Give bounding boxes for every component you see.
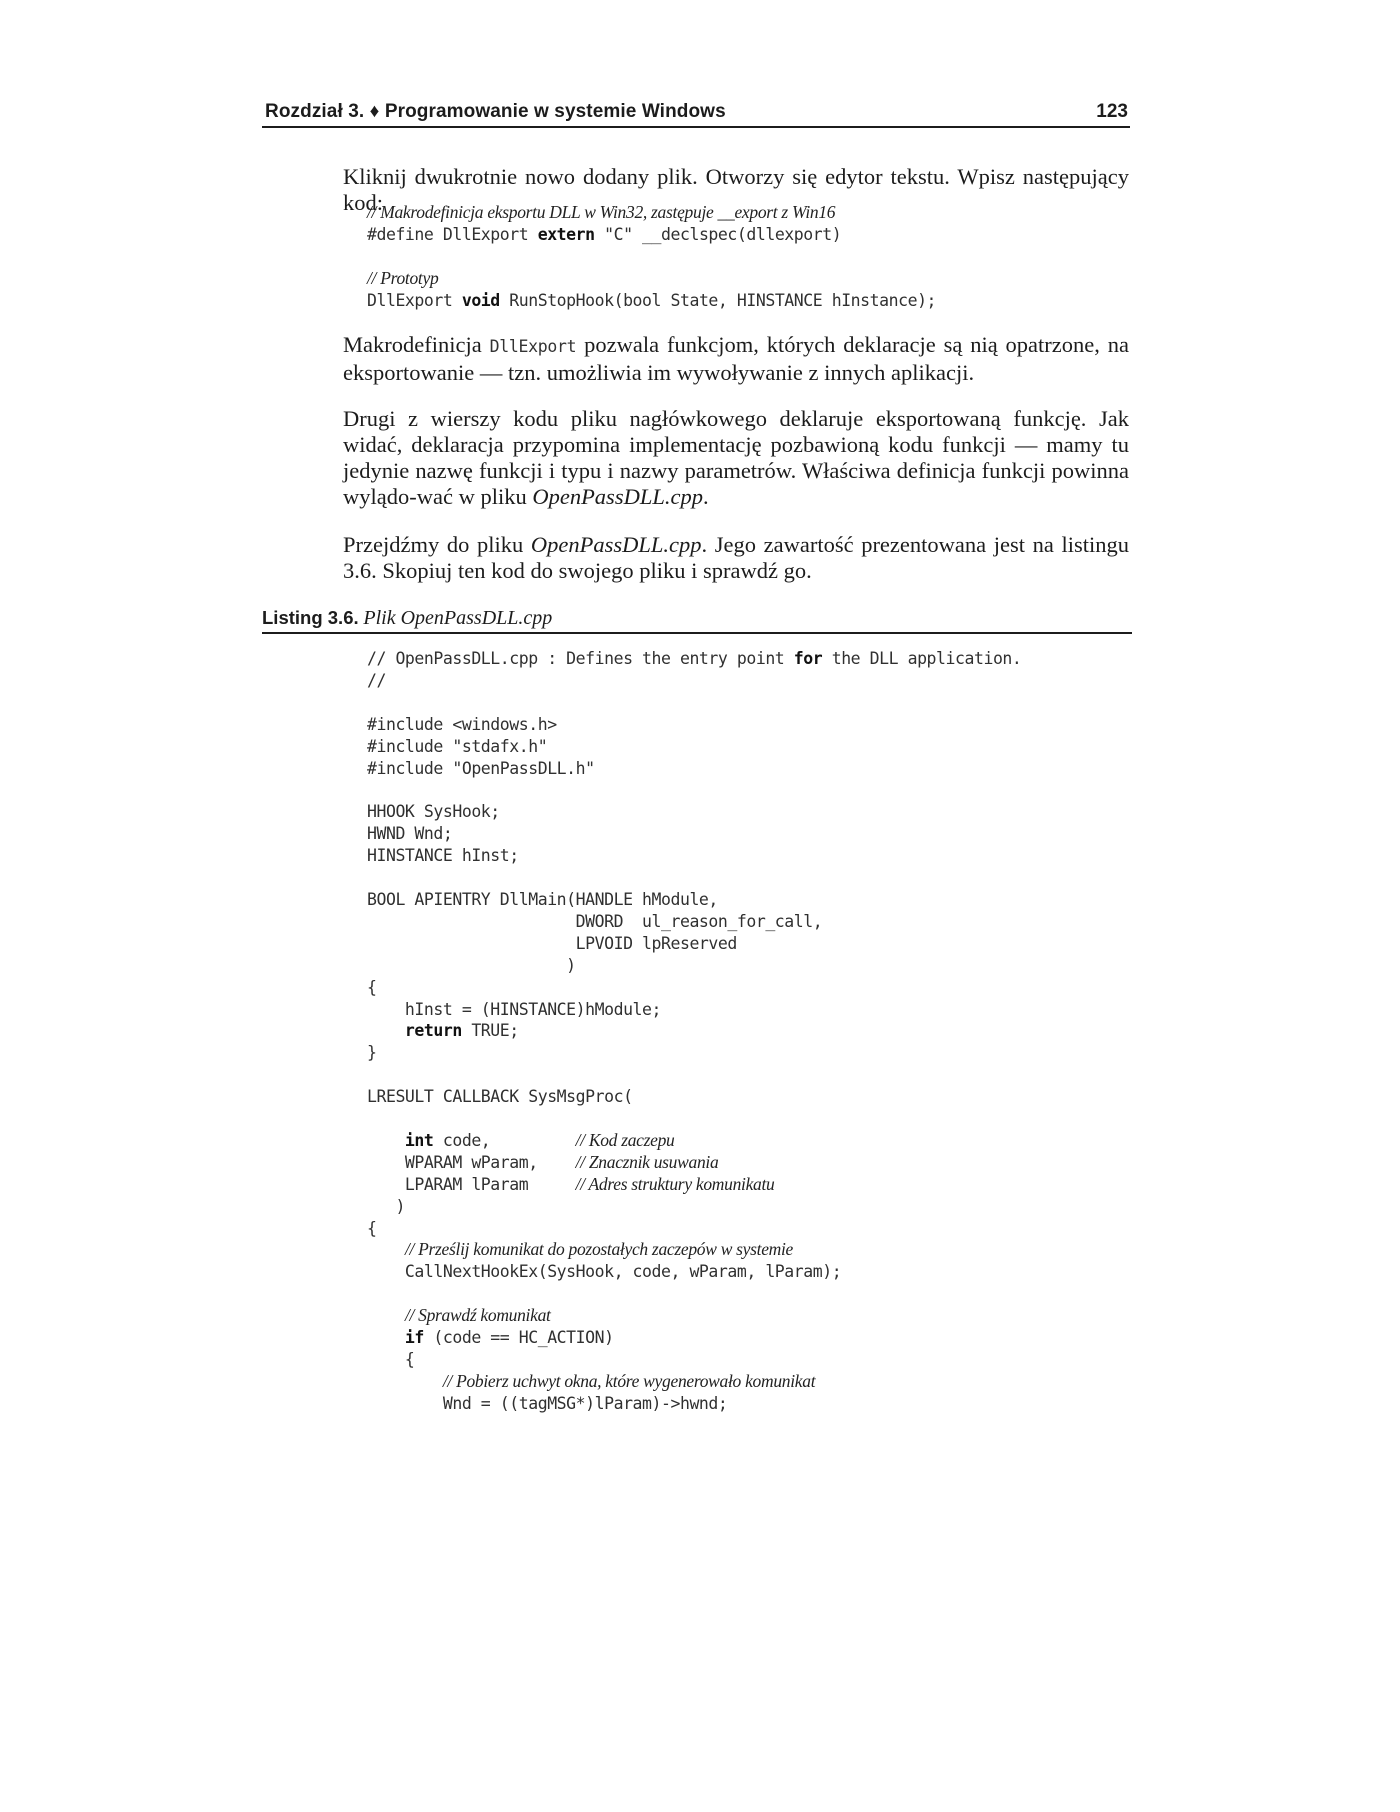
code-comment: // Makrodefinicja eksportu DLL w Win32, zastępuje __export z Win16 — [367, 202, 836, 222]
code-keyword: void — [461, 290, 500, 310]
code-line: HWND Wnd; — [367, 824, 453, 844]
paragraph-next-file — [343, 532, 1129, 584]
code-keyword: int — [367, 1130, 434, 1150]
code-line: code, — [433, 1130, 576, 1150]
code-line: LPARAM lParam — [367, 1174, 576, 1194]
code-line: { — [367, 1350, 415, 1369]
code-line: { — [367, 1218, 377, 1238]
running-header — [262, 98, 1130, 128]
code-line: "C" __declspec(dllexport) — [594, 224, 842, 244]
code-comment: // Kod zaczepu — [575, 1129, 675, 1150]
code-comment: // Pobierz uchwyt okna, które wygenerowało komunikat — [442, 1370, 816, 1391]
inline-code: DllExport — [489, 337, 577, 356]
code-comment: // Sprawdź komunikat — [404, 1305, 551, 1326]
code-line: BOOL APIENTRY DllMain(HANDLE hModule, — [367, 889, 718, 909]
code-keyword: if — [367, 1328, 424, 1348]
code-comment: // Prześlij komunikat do pozostałych zaczepów w systemie — [404, 1239, 794, 1260]
code-line: #include <windows.h> — [367, 714, 557, 734]
code-line: hInst = (HINSTANCE)hModule; — [367, 999, 661, 1019]
paragraph-text: Drugi z wierszy kodu pliku nagłówkowego deklaruje eksportowaną funkcję. Jak widać, deklaracja przypomina implementację pozbawioną kodu funkcji — mamy tu jedynie nazwę funkcji i typu i nazwy parametrów. Właściwa definicja funkcji powinna wylądo-wać w pliku — [343, 406, 1129, 509]
code-line: DWORD ul_reason_for_call, — [367, 911, 823, 931]
code-comment: // Znacznik usuwania — [575, 1151, 719, 1172]
file-name: OpenPassDLL.cpp — [532, 484, 703, 509]
paragraph-text: . — [702, 484, 709, 509]
code-line: #define DllExport — [367, 224, 538, 244]
code-line: } — [367, 1043, 377, 1063]
listing-label: Listing 3.6. — [262, 607, 359, 628]
code-line: HINSTANCE hInst; — [367, 846, 519, 866]
paragraph-dllexport — [343, 332, 1129, 386]
page-number: 123 — [1096, 101, 1128, 122]
intro-text: Kliknij dwukrotnie nowo dodany plik. Otworzy się edytor tekstu. Wpisz następujący kod: — [343, 164, 1129, 215]
code-comment: // Adres struktury komunikatu — [575, 1173, 775, 1194]
code-line: ) — [367, 1196, 405, 1216]
code-line: LPVOID lpReserved — [367, 933, 737, 953]
paragraph-text: . Jego zawartość prezentowana jest na listingu 3.6. Skopiuj ten kod do swojego pliku i sprawdź go. — [343, 532, 1129, 583]
code-line: // OpenPassDLL.cpp : Defines the entry point — [367, 649, 794, 668]
code-line: the DLL application. — [822, 649, 1022, 668]
code-listing — [367, 648, 1021, 1415]
code-line: { — [367, 977, 377, 997]
chapter-title: Rozdział 3. ♦ Programowanie w systemie Windows — [265, 101, 726, 122]
listing-caption — [262, 607, 1132, 634]
code-line: HHOOK SysHook; — [367, 802, 500, 822]
code-keyword: return — [367, 1021, 462, 1041]
code-line: WPARAM wParam, — [367, 1152, 576, 1172]
paragraph-text: Przejdźmy do pliku — [343, 532, 531, 557]
code-line: TRUE; — [461, 1021, 519, 1041]
code-line: // — [367, 670, 386, 690]
code-line: #include "OpenPassDLL.h" — [367, 758, 595, 778]
code-line: DllExport — [367, 290, 462, 310]
code-line: LRESULT CALLBACK SysMsgProc( — [367, 1087, 633, 1107]
code-keyword: extern — [537, 224, 595, 244]
paragraph-text: Makrodefinicja — [343, 332, 490, 357]
code-line: RunStopHook(bool State, HINSTANCE hInstance); — [499, 290, 937, 310]
code-comment: // Prototyp — [367, 267, 439, 288]
code-line: Wnd = ((tagMSG*)lParam)->hwnd; — [367, 1393, 728, 1413]
code-line: #include "stdafx.h" — [367, 736, 548, 756]
paragraph-text: pozwala funkcjom, których deklaracje są nią opatrzone, na eksportowanie — tzn. umożliwia im wywoływanie z innych aplikacji. — [343, 332, 1129, 385]
code-line: (code == HC_ACTION) — [423, 1328, 614, 1348]
paragraph-declaration — [343, 406, 1129, 510]
file-name: OpenPassDLL.cpp — [530, 532, 702, 557]
code-block-header — [367, 202, 936, 312]
code-line: CallNextHookEx(SysHook, code, wParam, lParam); — [367, 1262, 842, 1282]
code-keyword: for — [793, 649, 823, 668]
code-line: ) — [367, 955, 576, 975]
listing-title: Plik OpenPassDLL.cpp — [363, 607, 553, 629]
